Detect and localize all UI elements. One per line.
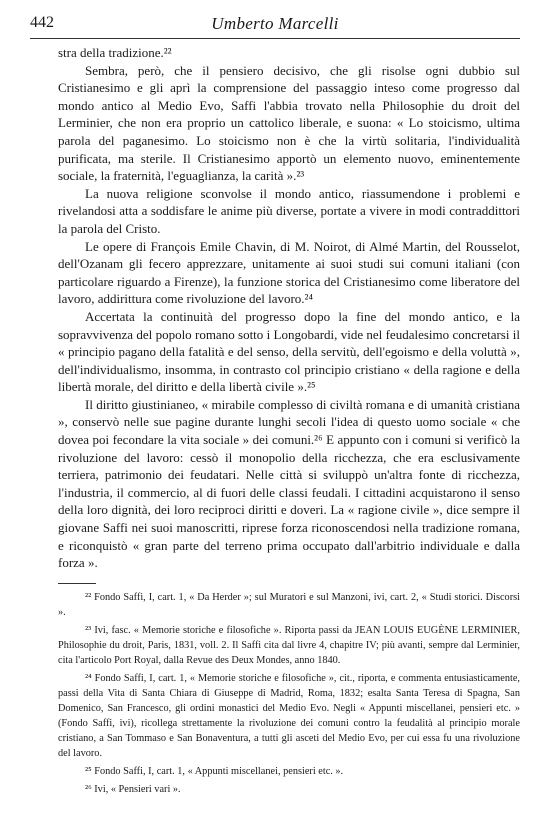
body-paragraph: Sembra, però, che il pensiero decisivo, che gli risolse ogni dubbio sul Cristianesimo e gli aprì la comprensione del passaggio inteso come progresso dal mondo antico al Medio Evo, Saffi l'abbia trovato nella Philosophie du droit del Lerminier, che non era proprio un cattolico liberale, e suona: « Lo stoicismo, ultima parola del paganesimo. Lo stoicismo non è che la virtù solitaria, l'individualità purificata, ma sterile. Il Cristianesimo apportò un elemento nuovo, eminentemente sociale, la fraternità, l'eguaglianza, la carità ».²³: [58, 62, 520, 184]
page-header: [30, 12, 520, 39]
running-head-author: Umberto Marcelli: [211, 14, 339, 33]
body-paragraph: stra della tradizione.²²: [58, 45, 172, 60]
page-number: 442: [30, 14, 54, 31]
footnote: ²³ Ivi, fasc. « Memorie storiche e filosofiche ». Riporta passi da JEAN LOUIS EUGÈNE LERMINIER, Philosophie du droit, Paris, 1831, voll. 2. Il Saffi cita dal livre 4, chapitre IV; più avanti, sempre dal Lerminier, cita l'articolo Port Royal, dalla Revue des Deux Mondes, anno 1840.: [58, 625, 520, 666]
footnote-divider: [58, 583, 96, 584]
body-paragraph: Il diritto giustinianeo, « mirabile complesso di civiltà romana e di umanità cristiana », conservò nelle sue pagine durante lunghi secoli l'idea di questo uomo sociale « che dovea poi fecondare la vita sociale » dei comuni.²⁶ E appunto con i comuni si verificò la rivoluzione del lavoro: cessò il monopolio della ricchezza, che era esclusivamente terriera, patrimonio dei feudatari. Nelle città si sviluppò un'altra fonte di ricchezza, l'industria, il commercio, al di fuori delle classi feudali. I cittadini acquistarono il senso della loro dignità, dei loro reciproci diritti e doveri. La « ragione civile », dice sempre il giovane Saffi nei suoi manoscritti, riprese forza riconoscendosi nella tradizione romana, e riconquistò « gran parte del terreno prima occupato dall'arbitrio individuale e dalla forza ».: [58, 396, 520, 571]
footnote: ²² Fondo Saffi, I, cart. 1, « Da Herder »; sul Muratori e sul Manzoni, ivi, cart. 2, « Studi storici. Discorsi ».: [58, 592, 520, 618]
footnote: ²⁵ Fondo Saffi, I, cart. 1, « Appunti miscellanei, pensieri etc. ».: [85, 766, 344, 777]
body-paragraph: Le opere di François Emile Chavin, di M. Noirot, di Almé Martin, del Rousselot, dell'Ozanam gli fecero apprezzare, unitamente ai suoi studi sui comuni italiani (con particolare riguardo a Firenze), la funzione storica del Cristianesimo come liberatore del lavoro, addirittura come rivoluzione del lavoro.²⁴: [58, 238, 520, 307]
body-paragraph: Accertata la continuità del progresso dopo la fine del mondo antico, e la sopravvivenza del popolo romano sotto i Longobardi, vide nel feudalesimo concretarsi il « principio pagano della fatalità e del senso, della servitù, dell'egoismo e della voluttà », dell'individualismo, insomma, in contrasto col principio cristiano « della ragione e della libertà morale, del diritto e della libertà civile ».²⁵: [58, 308, 520, 395]
footnote: ²⁶ Ivi, « Pensieri vari ».: [85, 784, 181, 795]
footnote: ²⁴ Fondo Saffi, I, cart. 1, « Memorie storiche e filosofiche », cit., riporta, e commenta entusiasticamente, passi della Vita di Santa Chiara di Giuseppe di Madrid, Roma, 1832; esalta Santa Teresa di Spagna, San Domenico, San Francesco, gli ordini monastici del Medio Evo. Negli « Appunti miscellanei, pensieri etc. » (Fondo Saffi, ivi), ricollega strettamente la rivoluzione dei comuni contro la feudalità al principio morale cristiano, a San Tommaso e San Bonaventura, a tutti gli asceti del Medio Evo, per cui essa fu una rivoluzione del lavoro.: [58, 673, 520, 759]
footnotes: [58, 590, 520, 800]
main-text: [58, 44, 520, 572]
body-paragraph: La nuova religione sconvolse il mondo antico, riassumendone i problemi e rivelandosi atta a soddisfare le anime più diverse, portate a vivere in modi contraddittori la parola del Cristo.: [58, 185, 520, 236]
